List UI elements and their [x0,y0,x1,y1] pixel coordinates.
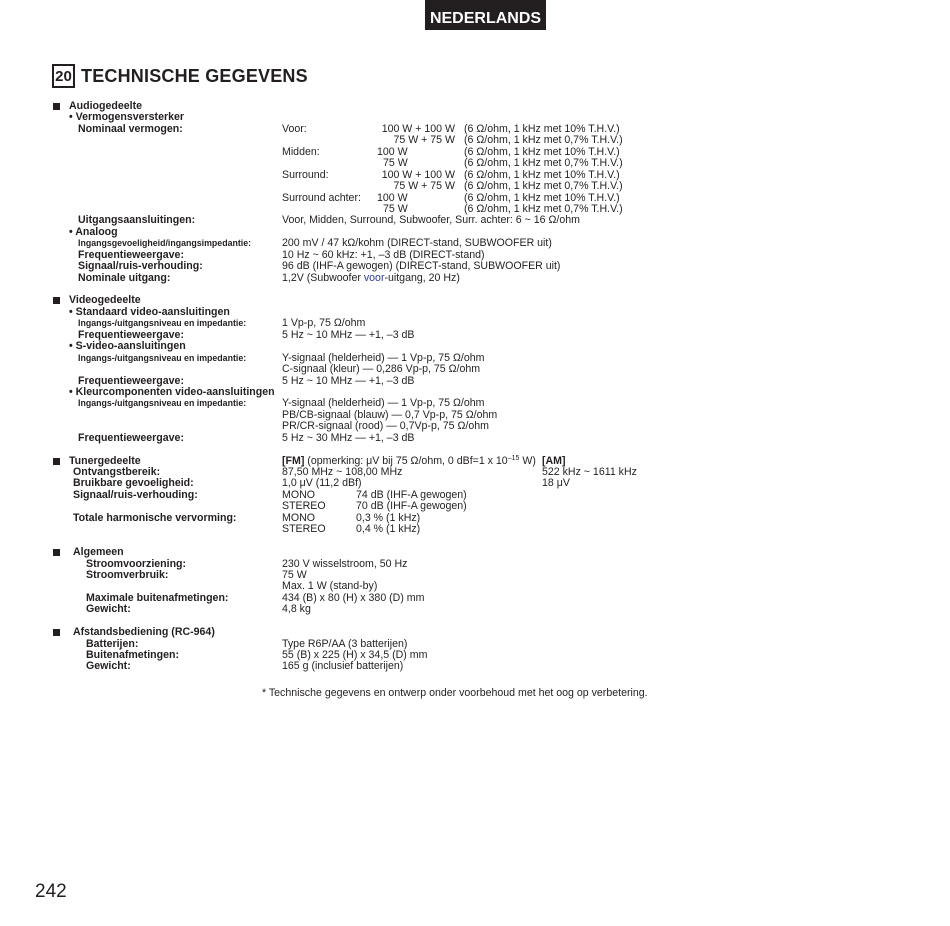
spec-row-thd-stereo: STEREO 0,4 % (1 kHz) [282,523,421,536]
spec-row-svideo-y: Ingangs-/uitgangsniveau en impedantie: Y-signaal (helderheid) — 1 Vp-p, 75 Ω/ohm [78,351,485,364]
footnote: * Technische gegevens en ontwerp onder voorbehoud met het oog op verbetering. [262,687,648,699]
spec-row-tuning-range: Ontvangstbereik: 87,50 MHz ~ 108,00 MHz 522 kHz ~ 1611 kHz [73,466,637,478]
spec-row-output-terminals: Uitgangsaansluitingen: Voor, Midden, Surround, Subwoofer, Surr. achter: 6 ~ 16 Ω/ohm [78,214,580,227]
highlighted-word: voor [363,271,385,284]
spec-row-thd-mono: Totale harmonische vervorming: MONO 0,3 % (1 kHz) [73,511,421,524]
bullet-square-icon [53,103,60,110]
remote-section-heading: Afstandsbediening (RC-964) [0,627,950,638]
spec-row-front-2: 75 W + 75 W (6 Ω/ohm, 1 kHz met 0,7% T.H.V.) [393,134,623,147]
language-tab: NEDERLANDS [425,0,546,30]
spec-row-tuner-snr-mono: Signaal/ruis-verhouding: MONO 74 dB (IHF-A gewogen) [73,488,467,501]
spec-list [0,101,950,673]
spec-row-std-freq: Frequentieweergave: 5 Hz ~ 10 MHz — +1, –3 dB [78,328,415,341]
bullet-square-icon [53,458,60,465]
spec-row-power-consumption: Stroomverbruik: 75 W [86,568,307,581]
component-subheading: • Kleurcomponenten video-aansluitingen [69,385,275,398]
spec-row-weight: Gewicht: 4,8 kg [86,603,311,616]
bullet-square-icon [53,629,60,636]
spec-row-surround-back-2: 75 W (6 Ω/ohm, 1 kHz met 0,7% T.H.V.) [383,202,623,215]
spec-row-surround-2: 75 W + 75 W (6 Ω/ohm, 1 kHz met 0,7% T.H.V.) [393,180,623,193]
spec-row-comp-pb: PB/CB-signaal (blauw) — 0,7 Vp-p, 75 Ω/ohm [282,408,498,421]
spec-row-snr: Signaal/ruis-verhouding: 96 dB (IHF-A gewogen) (DIRECT-stand, SUBWOOFER uit) [78,260,561,273]
spec-row-remote-dimensions: Buitenafmetingen: 55 (B) x 225 (H) x 34,5 (D) mm [86,649,428,661]
spec-row-dimensions: Maximale buitenafmetingen: 434 (B) x 80 (H) x 380 (D) mm [86,591,425,604]
spec-row-usable-sensitivity: Bruikbare gevoeligheid: 1,0 μV (11,2 dBf) 18 μV [73,477,570,490]
std-video-subheading: • Standaard video-aansluitingen [69,305,230,318]
analog-subheading: • Analoog [69,225,118,238]
spec-row-input-sensitivity: Ingangsgevoeligheid/ingangsimpedantie: 200 mV / 47 kΩ/kohm (DIRECT-stand, SUBWOOFER uit) [78,237,552,250]
spec-row-svideo-freq: Frequentieweergave: 5 Hz ~ 10 MHz — +1, –3 dB [78,374,415,387]
page-number: 242 [35,881,67,902]
tuner-section-heading: Tunergedeelte [FM] (opmerking: μV bij 75 Ω/ohm, 0 dBf=1 x $10^{-15}$ W) [AM] [0,456,950,467]
bullet-square-icon [53,297,60,304]
spec-row-center-1: Midden: 100 W (6 Ω/ohm, 1 kHz met 10% T.H.V.) [282,145,620,158]
spec-row-batteries: Batterijen: Type R6P/AA (3 batterijen) [86,637,408,650]
spec-row-svideo-c: C-signaal (kleur) — 0,286 Vp-p, 75 Ω/ohm [282,363,481,376]
spec-row-comp-y: Ingangs-/uitgangsniveau en impedantie: Y-signaal (helderheid) — 1 Vp-p, 75 Ω/ohm [78,397,485,410]
spec-row-surround-1: Surround: 100 W + 100 W (6 Ω/ohm, 1 kHz met 10% T.H.V.) [282,168,620,181]
spec-row-remote-weight: Gewicht: 165 g (inclusief batterijen) [86,660,404,673]
spec-row-front-1: Nominaal vermogen: Voor: 100 W + 100 W (6 Ω/ohm, 1 kHz met 10% T.H.V.) [78,122,620,135]
general-section-heading: Algemeen [0,547,950,558]
amp-subheading: • Vermogensversterker [69,111,185,124]
spec-row-center-2: 75 W (6 Ω/ohm, 1 kHz met 0,7% T.H.V.) [383,157,623,170]
video-section-heading: Videogedeelte [0,295,950,306]
page-title: TECHNISCHE GEGEVENS [81,66,308,86]
section-number-box: 20 [52,64,75,88]
audio-section-heading: Audiogedeelte [0,101,950,112]
svideo-subheading: • S-video-aansluitingen [69,340,186,353]
spec-row-tuner-snr-stereo: STEREO 70 dB (IHF-A gewogen) [282,500,467,513]
spec-row-std-level: Ingangs-/uitgangsniveau en impedantie: 1 Vp-p, 75 Ω/ohm [78,317,366,330]
spec-row-surround-back-1: Surround achter: 100 W (6 Ω/ohm, 1 kHz met 10% T.H.V.) [282,191,620,204]
bullet-square-icon [53,549,60,556]
spec-row-rated-output: Nominale uitgang: 1,2V (Subwoofer voor-uitgang, 20 Hz) [78,271,460,284]
spec-row-frequency-response: Frequentieweergave: 10 Hz ~ 60 kHz: +1, –3 dB (DIRECT-stand) [78,248,485,261]
spec-row-power-supply: Stroomvoorziening: 230 V wisselstroom, 50 Hz [86,557,408,570]
spec-row-standby: Max. 1 W (stand-by) [282,580,378,593]
spec-row-comp-pr: PR/CR-signaal (rood) — 0,7Vp-p, 75 Ω/ohm [282,420,489,433]
spec-row-comp-freq: Frequentieweergave: 5 Hz ~ 30 MHz — +1, –3 dB [78,431,415,444]
